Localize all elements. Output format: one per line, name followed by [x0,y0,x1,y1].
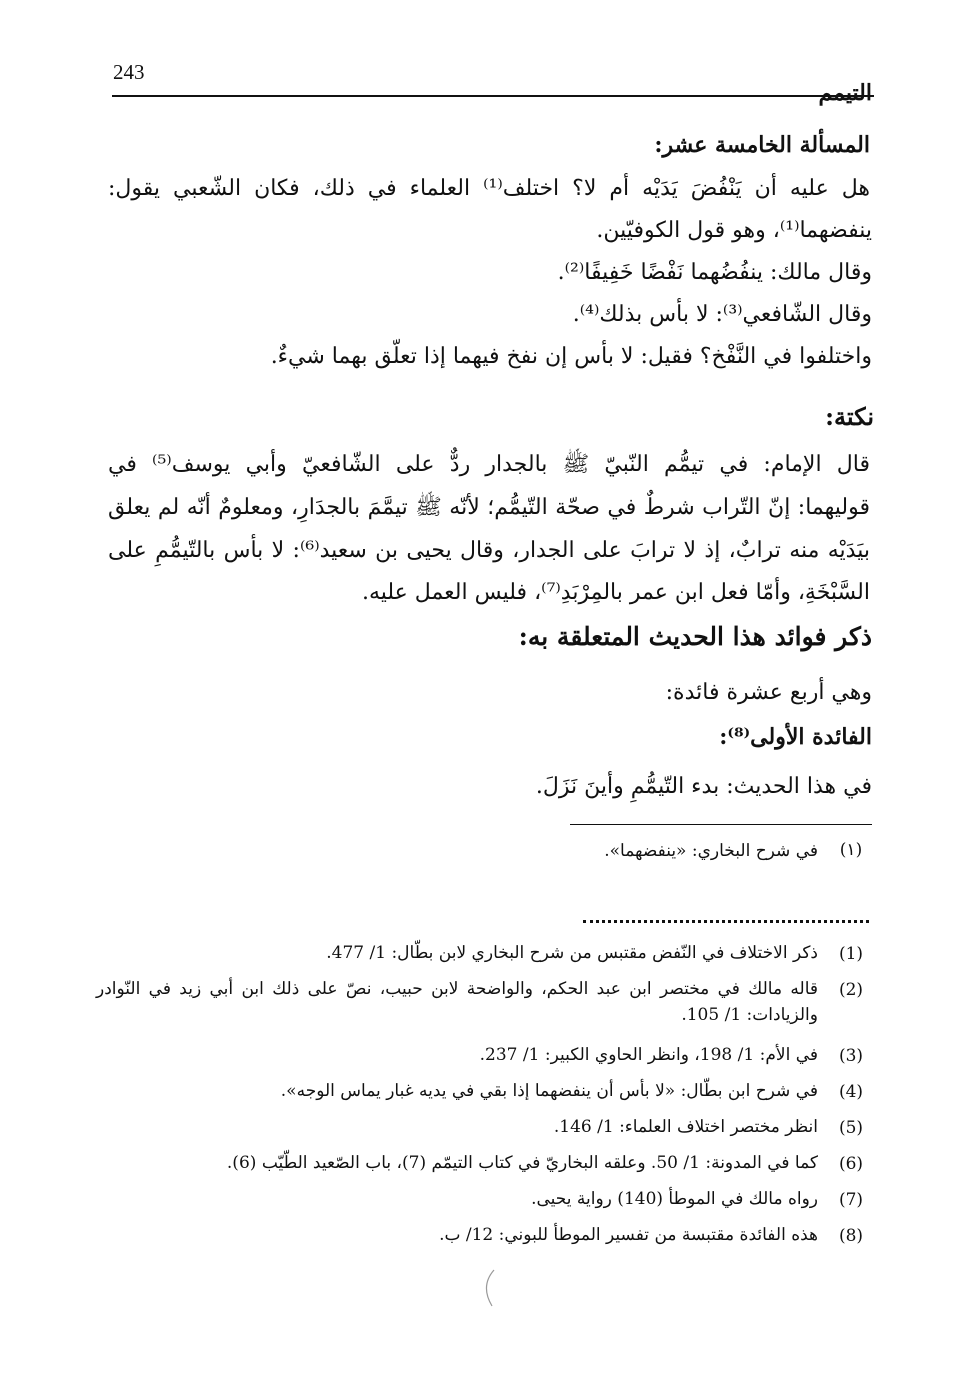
dotted-separator [583,920,869,923]
paragraph-line: قوليهما: إنّ التّراب شرطٌ في صحّة التّيمُّم؛ لأنّه ﷺ تيمَّمَ بالجدَارِ، ومعلومٌ أنّه لم يعلق [108,495,870,520]
footnote-number: (6) [838,1154,864,1174]
footnote-text: ذكر الاختلاف في النّفض مقتبس من شرح البخاري لابن بطّال: 1/ 477. [326,943,818,963]
paragraph-line: قال الإمام: في تيمُّم النّبيّ ﷺ بالجدار ردٌّ على الشّافعيّ وأبي يوسف⁽⁵⁾ في [108,452,870,477]
footnote-text: في شرح البخاري: «ينفضهما». [604,841,818,861]
footnote-text: رواه مالك في الموطأ (140) رواية يحيى. [531,1189,818,1209]
section-heading-benefits: ذكر فوائد هذا الحديث المتعلقة به: [518,622,872,651]
footnote-text: كما في المدونة: 1/ 50. وعلقه البخاريّ في كتاب التيمّم (7)، باب الصّعيد الطّيّب (6). [226,1153,818,1173]
header-rule [112,95,874,97]
running-title: التيمم [818,80,872,106]
paragraph-line: وهي أربع عشرة فائدة: [665,680,872,705]
footnote-number: (4) [838,1082,864,1102]
footnote-text: انظر مختصر اختلاف العلماء: 1/ 146. [553,1117,818,1137]
footnote-number: (3) [838,1046,864,1066]
footnote-text: في الأم: 1/ 198، وانظر الحاوي الكبير: 1/ 237. [479,1045,818,1065]
footnote-number: (5) [838,1118,864,1138]
paragraph-line: وقال الشّافعي⁽³⁾: لا بأس بذلك⁽⁴⁾. [572,302,872,327]
paragraph-line: ينفضهما⁽¹⁾، وهو قول الكوفيّين. [596,218,872,243]
paragraph-line: واختلفوا في النَّفْخ؟ فقيل: لا بأس إن نفخ فيهما إذا تعلّق بهما شيءٌ. [270,344,872,369]
footnote-text: قاله مالك في مختصر ابن عبد الحكم، والواضحة لابن حبيب، نصّ على ذلك ابن أبي زيد في النّوادر والزيادات: 1/ 105. [96,979,818,1025]
paragraph-line: في هذا الحديث: بدء التّيمُّمِ وأينَ نَزَلَ. [535,774,872,799]
footnote-number: (8) [838,1226,864,1246]
paragraph-line: وقال مالك: ينفُضُهما نَفْضًا خَفِيفًا⁽²⁾. [557,260,872,285]
page-number: 243 [113,60,145,84]
footnote-rule [570,824,872,825]
section-heading-note: نكتة: [825,402,874,431]
footnote-text: هذه الفائدة مقتبسة من تفسير الموطأ للبوني: 12/ ب. [439,1225,818,1245]
subheading-first-benefit: الفائدة الأولى⁽⁸⁾: [719,724,872,750]
paragraph-line: بيَدَيْه منه ترابٌ، إذ لا ترابَ على الجدار، وقال يحيى بن سعيد⁽⁶⁾: لا بأس بالتّيمُّمِ على [108,538,870,563]
section-heading-fifteenth-issue: المسألة الخامسة عشر: [654,132,870,158]
footnote-number: (1) [838,944,864,964]
footnote-text: في شرح ابن بطّال: «لا بأس أن ينفضهما إذا بقي في يديه غبار يماس الوجه». [280,1081,818,1101]
scan-mark [478,1268,498,1308]
paragraph-line: هل عليه أن يَنْفُضَ يَدَيْه أم لا؟ اختلف⁽¹⁾ العلماء في ذلك، فكان الشّعبي يقول: [108,176,870,201]
footnote-number: (2) [838,980,864,1000]
footnote-number: (7) [838,1190,864,1210]
footnote-number: (١) [839,840,863,860]
paragraph-line: السَّبْخَةِ، وأمّا فعل ابن عمر بالمِرْبَدِ⁽⁷⁾، فليس العمل عليه. [361,580,870,605]
